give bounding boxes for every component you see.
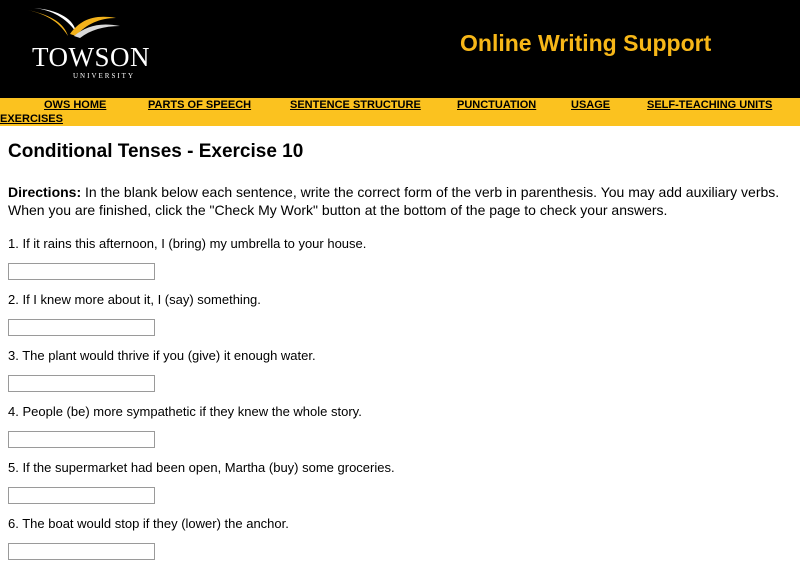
question-text: 2. If I knew more about it, I (say) something.	[8, 292, 261, 307]
question-text: 6. The boat would stop if they (lower) the anchor.	[8, 516, 289, 531]
answer-input-6[interactable]	[8, 543, 155, 560]
answer-input-1[interactable]	[8, 263, 155, 280]
nav-parts-of-speech[interactable]: PARTS OF SPEECH	[148, 99, 252, 111]
directions-label: Directions:	[8, 184, 82, 200]
question-text: 1. If it rains this afternoon, I (bring) my umbrella to your house.	[8, 236, 367, 251]
main-nav	[0, 98, 800, 126]
question-2	[8, 292, 792, 336]
question-5	[8, 460, 792, 504]
directions-text: In the blank below each sentence, write the correct form of the verb in parenthesis. You may add auxiliary verbs. When you are finished, click the "Check My Work" button at the bottom of the page to check your answers.	[8, 184, 780, 218]
answer-input-2[interactable]	[8, 319, 155, 336]
nav-punctuation[interactable]: PUNCTUATION	[457, 99, 537, 111]
nav-self-teaching-units[interactable]: SELF-TEACHING UNITS	[647, 99, 773, 111]
question-4	[8, 404, 792, 448]
answer-input-5[interactable]	[8, 487, 155, 504]
site-title: Online Writing Support	[460, 30, 712, 56]
site-header	[0, 0, 800, 98]
question-text: 4. People (be) more sympathetic if they knew the whole story.	[8, 404, 362, 419]
page-title: Conditional Tenses - Exercise 10	[8, 141, 304, 162]
question-text: 5. If the supermarket had been open, Martha (buy) some groceries.	[8, 460, 395, 475]
question-3	[8, 348, 792, 392]
directions	[8, 183, 792, 219]
towson-logo[interactable]	[24, 6, 149, 82]
nav-exercises[interactable]: EXERCISES	[0, 113, 63, 125]
answer-input-3[interactable]	[8, 375, 155, 392]
answer-input-4[interactable]	[8, 431, 155, 448]
question-6	[8, 516, 792, 560]
logo-subtitle: UNIVERSITY	[73, 72, 135, 80]
question-1	[8, 236, 792, 280]
tiger-flame-icon	[24, 6, 149, 46]
nav-usage[interactable]: USAGE	[571, 99, 611, 111]
logo-wordmark: TOWSON	[32, 42, 151, 72]
nav-sentence-structure[interactable]: SENTENCE STRUCTURE	[290, 99, 421, 111]
nav-ows-home[interactable]: OWS HOME	[44, 99, 107, 111]
question-text: 3. The plant would thrive if you (give) it enough water.	[8, 348, 316, 363]
main-content	[0, 141, 800, 560]
